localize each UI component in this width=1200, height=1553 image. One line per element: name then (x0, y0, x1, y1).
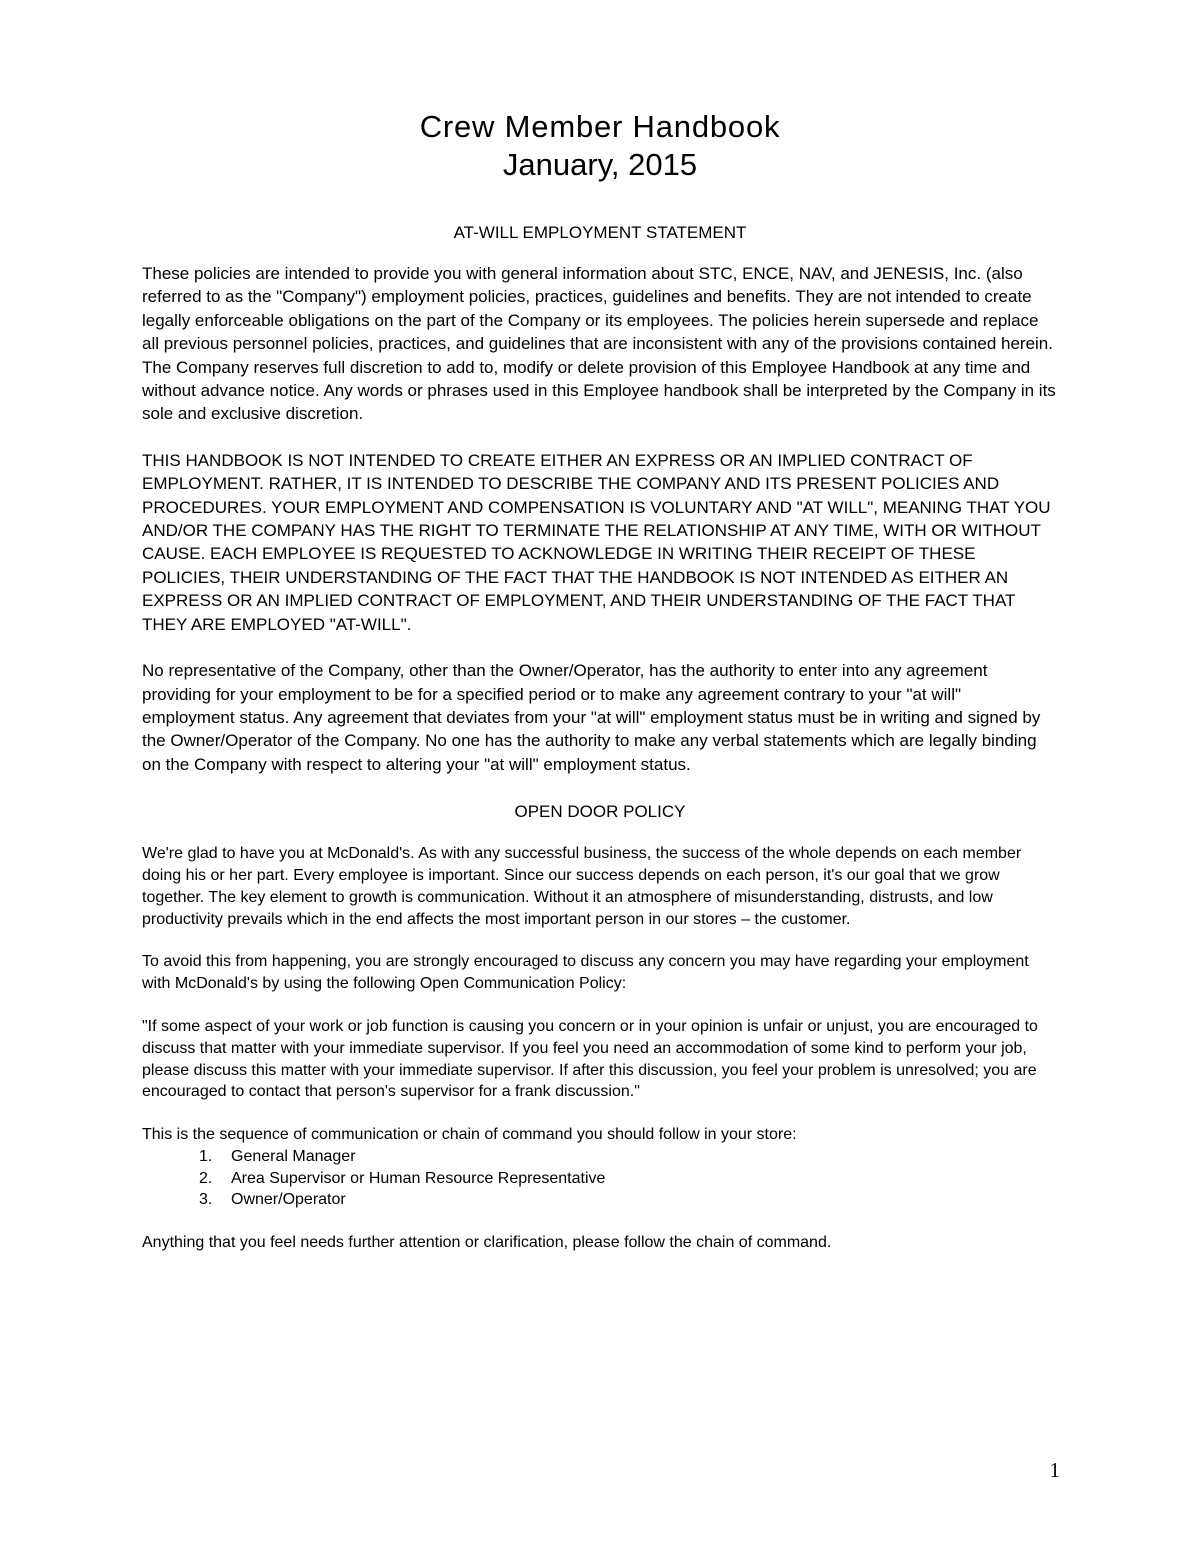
welcome-paragraph: We're glad to have you at McDonald's. As with any successful business, the success of the whole depends on each member doing his or her part. Every employee is important. Since our success depends on each person, it's our goal that we grow together. The key element to growth is communication. Without it an atmosphere of misunderstanding, distrusts, and low productivity prevails which in the end affects the most important person in our stores – the customer. (142, 845, 1022, 928)
document-title: Crew Member Handbook (419, 109, 781, 144)
open-door-heading: OPEN DOOR POLICY (514, 802, 686, 822)
list-item (199, 1168, 1058, 1190)
list-item-label: Owner/Operator (231, 1191, 346, 1209)
at-will-heading: AT-WILL EMPLOYMENT STATEMENT (453, 223, 747, 242)
list-item-number: 3. (199, 1191, 213, 1209)
list-item (199, 1189, 1058, 1211)
list-item-number: 2. (199, 1169, 213, 1187)
page-content (142, 108, 1058, 1254)
open-communication-quote: "If some aspect of your work or job function is causing you concern or in your opinion is unfair or unjust, you are encouraged to discuss that matter with your immediate supervisor. If you feel you need an accommodation of some kind to perform your job, please discuss this matter with your immediate supervisor. If after this discussion, you feel your problem is unresolved; you are encouraged to contact that person's supervisor for a frank discussion." (142, 1017, 1038, 1101)
list-item-label: General Manager (231, 1147, 356, 1165)
at-will-paragraph: These policies are intended to provide you with general information about STC, ENCE, NAV, and JENESIS, Inc. (also referred to as the "Company") employment policies, practices, guidelines and benefits. They are not intended to create legally enforceable obligations on the part of the Company or its employees. The policies herein supersede and replace all previous personnel policies, practices, and guidelines that are inconsistent with any of the provisions contained herein. The Company reserves full discretion to add to, modify or delete provision of this Employee Handbook at any time and without advance notice. Any words or phrases used in this Employee handbook shall be interpreted by the Company in its sole and exclusive discretion. (142, 264, 1056, 424)
representative-paragraph: No representative of the Company, other than the Owner/Operator, has the authority to enter into any agreement providing for your employment to be for a specified period or to make any agreement contrary to your "at will" employment status. Any agreement that deviates from your "at will" employment status must be in writing and signed by the Owner/Operator of the Company. No one has the authority to make any verbal statements which are legally binding on the Company with respect to altering your "at will" employment status. (142, 661, 1041, 774)
chain-intro: This is the sequence of communication or chain of command you should follow in your store: (142, 1126, 797, 1144)
list-item-label: Area Supervisor or Human Resource Representative (231, 1169, 606, 1187)
disclaimer-paragraph: THIS HANDBOOK IS NOT INTENDED TO CREATE EITHER AN EXPRESS OR AN IMPLIED CONTRACT OF EMPLOYMENT. RATHER, IT IS INTENDED TO DESCRIBE THE COMPANY AND ITS PRESENT POLICIES AND PROCEDURES. YOUR EMPLOYMENT AND COMPENSATION IS VOLUNTARY AND "AT WILL", MEANING THAT YOU AND/OR THE COMPANY HAS THE RIGHT TO TERMINATE THE RELATIONSHIP AT ANY TIME, WITH OR WITHOUT CAUSE. EACH EMPLOYEE IS REQUESTED TO ACKNOWLEDGE IN WRITING THEIR RECEIPT OF THESE POLICIES, THEIR UNDERSTANDING OF THE FACT THAT THE HANDBOOK IS NOT INTENDED AS EITHER AN EXPRESS OR AN IMPLIED CONTRACT OF EMPLOYMENT, AND THEIR UNDERSTANDING OF THE FACT THAT THEY ARE EMPLOYED "AT-WILL". (142, 450, 1051, 634)
page-number: 1 (1049, 1458, 1060, 1482)
chain-of-command-list (142, 1146, 1058, 1211)
list-item-number: 1. (199, 1147, 213, 1165)
list-item (199, 1146, 1058, 1168)
document-date: January, 2015 (502, 147, 698, 182)
avoid-paragraph: To avoid this from happening, you are strongly encouraged to discuss any concern you may have regarding your employment with McDonald's by using the following Open Communication Policy: (142, 953, 1029, 993)
closing-paragraph: Anything that you feel needs further attention or clarification, please follow the chain of command. (142, 1234, 832, 1252)
